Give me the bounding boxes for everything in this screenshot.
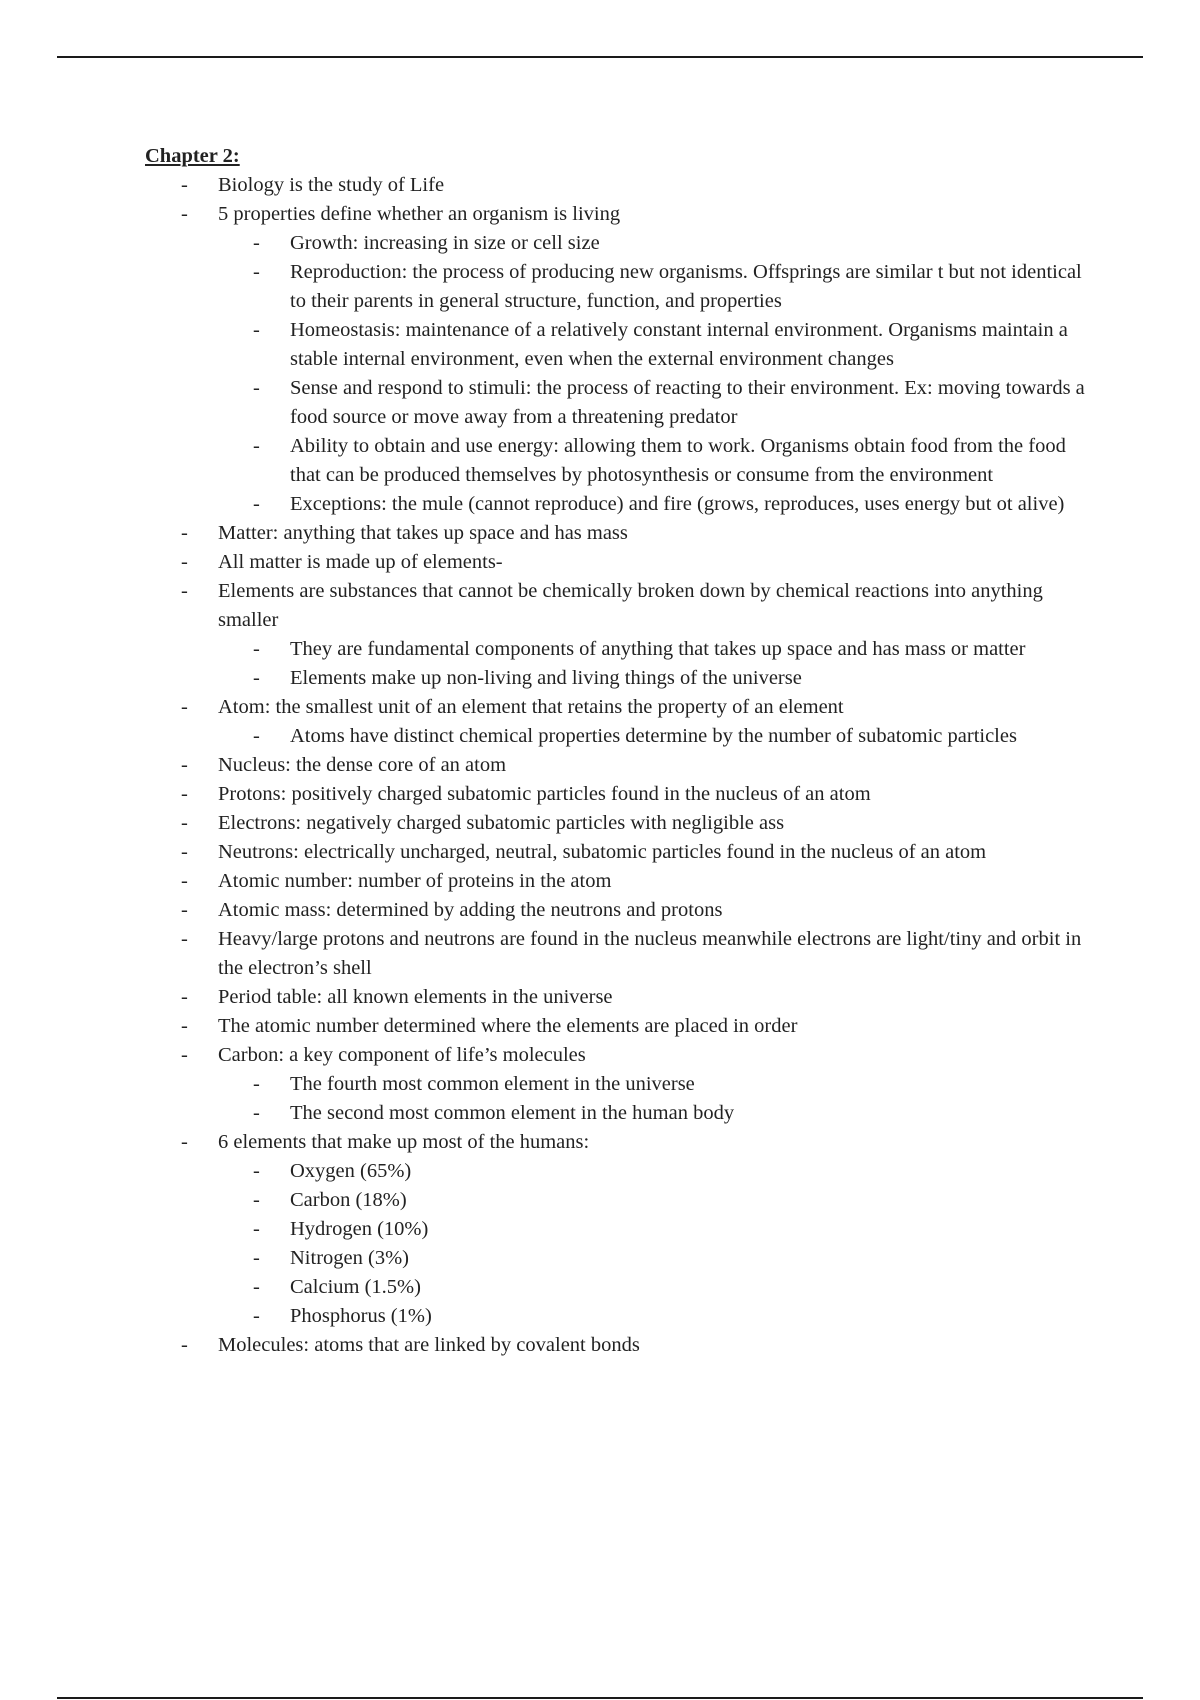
sublist-item: - Homeostasis: maintenance of a relatively constant internal environment. Organisms maintain a stable internal environment, even when the external environment changes <box>145 316 1095 374</box>
list-item <box>145 983 1095 1012</box>
sublist-item: - Ability to obtain and use energy: allowing them to work. Organisms obtain food from the food that can be produced themselves by photosynthesis or consume from the environment <box>145 432 1095 490</box>
list-item <box>145 838 1095 867</box>
list-item <box>145 171 1095 200</box>
list-item-text: Biology is the study of Life <box>218 174 445 196</box>
list-item <box>145 751 1095 780</box>
sublist-item: - They are fundamental components of anything that takes up space and has mass or matter <box>145 635 1095 664</box>
list-item-text: 5 properties define whether an organism is living <box>218 203 621 225</box>
sublist-item: - Oxygen (65%) <box>145 1157 1095 1186</box>
list-item-text: Neutrons: electrically uncharged, neutral, subatomic particles found in the nucleus of an atom <box>218 841 987 863</box>
sublist-item: - The fourth most common element in the universe <box>145 1070 1095 1099</box>
list-item-text: The atomic number determined where the elements are placed in order <box>218 1015 798 1037</box>
list-item <box>145 200 1095 229</box>
list-item-text: Period table: all known elements in the universe <box>218 986 613 1008</box>
list-item <box>145 1041 1095 1070</box>
sublist-container <box>145 722 1095 751</box>
list-item-text: 6 elements that make up most of the humans: <box>218 1131 590 1153</box>
sublist-item: - The second most common element in the human body <box>145 1099 1095 1128</box>
sublist <box>145 722 1095 751</box>
sublist <box>145 635 1095 693</box>
list-item-text: Atomic number: number of proteins in the atom <box>218 870 612 892</box>
list-item <box>145 925 1095 983</box>
list-item-text: Matter: anything that takes up space and has mass <box>218 522 628 544</box>
list-item-text: Elements are substances that cannot be chemically broken down by chemical reactions into anything smaller <box>218 580 1043 631</box>
sublist-item: - Carbon (18%) <box>145 1186 1095 1215</box>
list-item-text: Molecules: atoms that are linked by covalent bonds <box>218 1334 640 1356</box>
sublist <box>145 1070 1095 1128</box>
page-content <box>145 142 1095 1360</box>
list-item <box>145 548 1095 577</box>
sublist-container <box>145 1157 1095 1331</box>
list-item-text: Protons: positively charged subatomic particles found in the nucleus of an atom <box>218 783 871 805</box>
list-item <box>145 577 1095 635</box>
list-item <box>145 693 1095 722</box>
list-item-text: All matter is made up of elements- <box>218 551 503 573</box>
list-item-text: Heavy/large protons and neutrons are found in the nucleus meanwhile electrons are light/tiny and orbit in the electron’s shell <box>218 928 1082 979</box>
list-item <box>145 1012 1095 1041</box>
sublist <box>145 1157 1095 1331</box>
list-item <box>145 780 1095 809</box>
sublist-item: - Calcium (1.5%) <box>145 1273 1095 1302</box>
list-item <box>145 809 1095 838</box>
list-item <box>145 1331 1095 1360</box>
sublist-item: - Sense and respond to stimuli: the process of reacting to their environment. Ex: moving towards a food source or move away from a threatening predator <box>145 374 1095 432</box>
list-item-text: Nucleus: the dense core of an atom <box>218 754 507 776</box>
sublist-item: - Exceptions: the mule (cannot reproduce) and fire (grows, reproduces, uses energy but ot alive) <box>145 490 1095 519</box>
sublist-item: - Nitrogen (3%) <box>145 1244 1095 1273</box>
list-item <box>145 519 1095 548</box>
sublist-item: - Phosphorus (1%) <box>145 1302 1095 1331</box>
list-item <box>145 867 1095 896</box>
sublist-item: - Growth: increasing in size or cell size <box>145 229 1095 258</box>
sublist-container <box>145 1070 1095 1128</box>
chapter-heading: Chapter 2: <box>145 145 240 167</box>
list-item-text: Electrons: negatively charged subatomic particles with negligible ass <box>218 812 785 834</box>
list-item-text: Atom: the smallest unit of an element that retains the property of an element <box>218 696 844 718</box>
sublist-item: - Reproduction: the process of producing new organisms. Offsprings are similar t but not identical to their parents in general structure, function, and properties <box>145 258 1095 316</box>
sublist <box>145 229 1095 519</box>
sublist-item: - Elements make up non-living and living things of the universe <box>145 664 1095 693</box>
list-item-text: Carbon: a key component of life’s molecules <box>218 1044 586 1066</box>
list-item <box>145 896 1095 925</box>
sublist-item: - Atoms have distinct chemical properties determine by the number of subatomic particles <box>145 722 1095 751</box>
list-item-text: Atomic mass: determined by adding the neutrons and protons <box>218 899 723 921</box>
sublist-item: - Hydrogen (10%) <box>145 1215 1095 1244</box>
list-item <box>145 1128 1095 1157</box>
sublist-container <box>145 229 1095 519</box>
top-rule <box>57 56 1143 58</box>
bottom-rule <box>57 1697 1143 1699</box>
notes-list <box>145 171 1095 1360</box>
sublist-container <box>145 635 1095 693</box>
